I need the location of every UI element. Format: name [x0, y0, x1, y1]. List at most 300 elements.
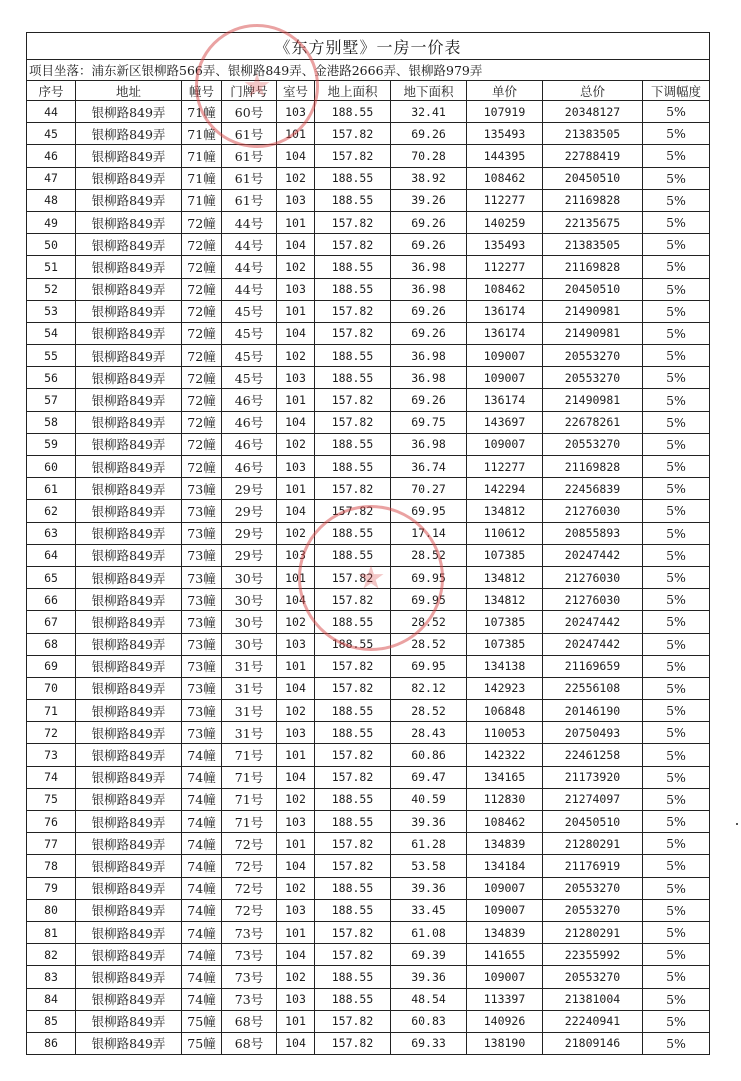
cell-total-price: 20553270 [543, 345, 643, 367]
cell-total-price: 21169659 [543, 655, 643, 677]
cell-price-reduction: 5% [643, 278, 710, 300]
cell-building: 73幢 [182, 700, 222, 722]
table-row [27, 966, 710, 988]
cell-building: 73幢 [182, 478, 222, 500]
cell-above-ground-area: 188.55 [315, 544, 391, 566]
cell-address: 银柳路849弄 [76, 123, 182, 145]
cell-building: 72幢 [182, 433, 222, 455]
cell-underground-area: 36.74 [391, 456, 467, 478]
cell-address: 银柳路849弄 [76, 433, 182, 455]
cell-address: 银柳路849弄 [76, 855, 182, 877]
cell-above-ground-area: 157.82 [315, 500, 391, 522]
table-row [27, 256, 710, 278]
location-row [27, 60, 710, 81]
cell-building: 74幢 [182, 877, 222, 899]
cell-room: 101 [277, 921, 315, 943]
cell-building: 73幢 [182, 566, 222, 588]
cell-room: 103 [277, 988, 315, 1010]
cell-door-number: 73号 [222, 966, 277, 988]
cell-total-price: 21809146 [543, 1032, 643, 1054]
cell-above-ground-area: 157.82 [315, 411, 391, 433]
cell-room: 101 [277, 211, 315, 233]
cell-underground-area: 69.33 [391, 1032, 467, 1054]
cell-total-price: 20553270 [543, 877, 643, 899]
table-row [27, 322, 710, 344]
cell-room: 102 [277, 433, 315, 455]
cell-above-ground-area: 157.82 [315, 211, 391, 233]
cell-door-number: 30号 [222, 633, 277, 655]
cell-underground-area: 28.52 [391, 544, 467, 566]
cell-building: 73幢 [182, 544, 222, 566]
cell-room: 101 [277, 123, 315, 145]
cell-unit-price: 112277 [467, 189, 543, 211]
cell-price-reduction: 5% [643, 921, 710, 943]
header-underground-area: 地下面积 [391, 81, 467, 101]
cell-unit-price: 144395 [467, 145, 543, 167]
cell-total-price: 21490981 [543, 389, 643, 411]
cell-above-ground-area: 157.82 [315, 123, 391, 145]
cell-underground-area: 60.83 [391, 1010, 467, 1032]
cell-unit-price: 134184 [467, 855, 543, 877]
cell-address: 银柳路849弄 [76, 788, 182, 810]
cell-index: 46 [27, 145, 76, 167]
cell-index: 82 [27, 944, 76, 966]
cell-above-ground-area: 157.82 [315, 145, 391, 167]
cell-price-reduction: 5% [643, 899, 710, 921]
cell-unit-price: 107385 [467, 611, 543, 633]
cell-room: 104 [277, 944, 315, 966]
cell-door-number: 29号 [222, 500, 277, 522]
cell-address: 银柳路849弄 [76, 677, 182, 699]
cell-address: 银柳路849弄 [76, 811, 182, 833]
cell-index: 78 [27, 855, 76, 877]
cell-unit-price: 140926 [467, 1010, 543, 1032]
cell-index: 70 [27, 677, 76, 699]
cell-room: 104 [277, 500, 315, 522]
cell-total-price: 22456839 [543, 478, 643, 500]
cell-above-ground-area: 188.55 [315, 966, 391, 988]
cell-total-price: 21169828 [543, 456, 643, 478]
cell-underground-area: 69.95 [391, 500, 467, 522]
cell-address: 银柳路849弄 [76, 766, 182, 788]
cell-index: 76 [27, 811, 76, 833]
cell-underground-area: 48.54 [391, 988, 467, 1010]
cell-unit-price: 112830 [467, 788, 543, 810]
cell-unit-price: 135493 [467, 123, 543, 145]
cell-index: 56 [27, 367, 76, 389]
header-total-price: 总价 [543, 81, 643, 101]
cell-room: 103 [277, 722, 315, 744]
cell-total-price: 21173920 [543, 766, 643, 788]
cell-index: 53 [27, 300, 76, 322]
cell-above-ground-area: 157.82 [315, 944, 391, 966]
cell-total-price: 21280291 [543, 833, 643, 855]
cell-room: 103 [277, 189, 315, 211]
cell-unit-price: 108462 [467, 167, 543, 189]
price-table [26, 32, 710, 1055]
cell-underground-area: 69.47 [391, 766, 467, 788]
cell-unit-price: 109007 [467, 966, 543, 988]
cell-building: 74幢 [182, 944, 222, 966]
cell-door-number: 71号 [222, 744, 277, 766]
cell-building: 72幢 [182, 345, 222, 367]
cell-underground-area: 28.43 [391, 722, 467, 744]
cell-address: 银柳路849弄 [76, 256, 182, 278]
cell-door-number: 71号 [222, 788, 277, 810]
cell-total-price: 20750493 [543, 722, 643, 744]
cell-unit-price: 143697 [467, 411, 543, 433]
cell-door-number: 44号 [222, 234, 277, 256]
table-row [27, 988, 710, 1010]
cell-address: 银柳路849弄 [76, 988, 182, 1010]
cell-door-number: 68号 [222, 1032, 277, 1054]
cell-total-price: 22556108 [543, 677, 643, 699]
table-row [27, 145, 710, 167]
cell-total-price: 20553270 [543, 367, 643, 389]
cell-above-ground-area: 188.55 [315, 988, 391, 1010]
cell-index: 54 [27, 322, 76, 344]
cell-address: 银柳路849弄 [76, 456, 182, 478]
cell-underground-area: 61.28 [391, 833, 467, 855]
cell-door-number: 61号 [222, 167, 277, 189]
cell-price-reduction: 5% [643, 478, 710, 500]
table-row [27, 744, 710, 766]
cell-room: 102 [277, 877, 315, 899]
cell-address: 银柳路849弄 [76, 966, 182, 988]
cell-unit-price: 136174 [467, 300, 543, 322]
cell-total-price: 20450510 [543, 278, 643, 300]
cell-index: 69 [27, 655, 76, 677]
cell-index: 83 [27, 966, 76, 988]
cell-index: 68 [27, 633, 76, 655]
cell-above-ground-area: 157.82 [315, 1010, 391, 1032]
cell-door-number: 61号 [222, 123, 277, 145]
cell-address: 银柳路849弄 [76, 544, 182, 566]
cell-price-reduction: 5% [643, 988, 710, 1010]
table-row [27, 456, 710, 478]
cell-room: 102 [277, 788, 315, 810]
cell-unit-price: 141655 [467, 944, 543, 966]
cell-price-reduction: 5% [643, 855, 710, 877]
cell-building: 74幢 [182, 766, 222, 788]
cell-index: 58 [27, 411, 76, 433]
cell-room: 101 [277, 655, 315, 677]
cell-building: 73幢 [182, 611, 222, 633]
cell-door-number: 46号 [222, 411, 277, 433]
cell-building: 74幢 [182, 921, 222, 943]
cell-building: 71幢 [182, 101, 222, 123]
cell-door-number: 72号 [222, 855, 277, 877]
cell-unit-price: 108462 [467, 278, 543, 300]
cell-total-price: 21274097 [543, 788, 643, 810]
cell-door-number: 61号 [222, 145, 277, 167]
cell-price-reduction: 5% [643, 211, 710, 233]
cell-unit-price: 107385 [467, 544, 543, 566]
cell-index: 61 [27, 478, 76, 500]
cell-index: 52 [27, 278, 76, 300]
cell-price-reduction: 5% [643, 234, 710, 256]
cell-room: 103 [277, 811, 315, 833]
cell-address: 银柳路849弄 [76, 1010, 182, 1032]
cell-above-ground-area: 157.82 [315, 744, 391, 766]
cell-index: 64 [27, 544, 76, 566]
table-row [27, 389, 710, 411]
cell-above-ground-area: 188.55 [315, 811, 391, 833]
cell-building: 72幢 [182, 211, 222, 233]
cell-underground-area: 69.26 [391, 123, 467, 145]
cell-door-number: 45号 [222, 322, 277, 344]
table-row [27, 566, 710, 588]
cell-index: 47 [27, 167, 76, 189]
cell-underground-area: 70.27 [391, 478, 467, 500]
cell-unit-price: 140259 [467, 211, 543, 233]
cell-address: 银柳路849弄 [76, 145, 182, 167]
cell-room: 102 [277, 700, 315, 722]
header-row [27, 81, 710, 101]
cell-above-ground-area: 157.82 [315, 921, 391, 943]
cell-building: 72幢 [182, 367, 222, 389]
table-row [27, 722, 710, 744]
cell-above-ground-area: 188.55 [315, 189, 391, 211]
cell-address: 银柳路849弄 [76, 167, 182, 189]
cell-address: 银柳路849弄 [76, 722, 182, 744]
cell-room: 104 [277, 855, 315, 877]
table-row [27, 167, 710, 189]
cell-room: 104 [277, 766, 315, 788]
cell-door-number: 30号 [222, 566, 277, 588]
cell-building: 74幢 [182, 788, 222, 810]
cell-price-reduction: 5% [643, 189, 710, 211]
cell-underground-area: 69.26 [391, 234, 467, 256]
cell-above-ground-area: 157.82 [315, 300, 391, 322]
cell-door-number: 71号 [222, 766, 277, 788]
cell-door-number: 29号 [222, 544, 277, 566]
cell-unit-price: 134812 [467, 589, 543, 611]
cell-total-price: 21383505 [543, 123, 643, 145]
cell-index: 74 [27, 766, 76, 788]
cell-address: 银柳路849弄 [76, 389, 182, 411]
cell-index: 59 [27, 433, 76, 455]
cell-building: 71幢 [182, 123, 222, 145]
cell-above-ground-area: 157.82 [315, 589, 391, 611]
cell-index: 48 [27, 189, 76, 211]
cell-address: 银柳路849弄 [76, 655, 182, 677]
cell-door-number: 45号 [222, 345, 277, 367]
cell-door-number: 44号 [222, 256, 277, 278]
cell-building: 73幢 [182, 500, 222, 522]
cell-room: 104 [277, 1032, 315, 1054]
cell-price-reduction: 5% [643, 633, 710, 655]
cell-room: 103 [277, 101, 315, 123]
table-row [27, 589, 710, 611]
cell-underground-area: 53.58 [391, 855, 467, 877]
cell-price-reduction: 5% [643, 411, 710, 433]
cell-building: 74幢 [182, 899, 222, 921]
cell-building: 73幢 [182, 633, 222, 655]
cell-building: 72幢 [182, 411, 222, 433]
cell-address: 银柳路849弄 [76, 833, 182, 855]
cell-total-price: 21383505 [543, 234, 643, 256]
cell-unit-price: 135493 [467, 234, 543, 256]
cell-total-price: 20553270 [543, 899, 643, 921]
cell-door-number: 29号 [222, 478, 277, 500]
cell-total-price: 21490981 [543, 300, 643, 322]
cell-price-reduction: 5% [643, 589, 710, 611]
cell-total-price: 22135675 [543, 211, 643, 233]
cell-underground-area: 69.95 [391, 566, 467, 588]
cell-room: 101 [277, 833, 315, 855]
cell-door-number: 45号 [222, 367, 277, 389]
cell-total-price: 22461258 [543, 744, 643, 766]
cell-index: 60 [27, 456, 76, 478]
cell-underground-area: 36.98 [391, 256, 467, 278]
cell-address: 银柳路849弄 [76, 700, 182, 722]
cell-door-number: 30号 [222, 589, 277, 611]
cell-address: 银柳路849弄 [76, 944, 182, 966]
cell-address: 银柳路849弄 [76, 899, 182, 921]
cell-unit-price: 109007 [467, 877, 543, 899]
cell-unit-price: 134812 [467, 566, 543, 588]
cell-room: 101 [277, 300, 315, 322]
cell-above-ground-area: 188.55 [315, 877, 391, 899]
cell-address: 银柳路849弄 [76, 1032, 182, 1054]
cell-total-price: 20553270 [543, 433, 643, 455]
cell-unit-price: 109007 [467, 433, 543, 455]
table-row [27, 500, 710, 522]
cell-price-reduction: 5% [643, 566, 710, 588]
cell-total-price: 21276030 [543, 589, 643, 611]
cell-unit-price: 142322 [467, 744, 543, 766]
cell-address: 银柳路849弄 [76, 633, 182, 655]
cell-index: 81 [27, 921, 76, 943]
cell-total-price: 21176919 [543, 855, 643, 877]
table-row [27, 123, 710, 145]
cell-building: 71幢 [182, 167, 222, 189]
cell-underground-area: 39.36 [391, 966, 467, 988]
cell-door-number: 61号 [222, 189, 277, 211]
cell-index: 45 [27, 123, 76, 145]
cell-door-number: 73号 [222, 944, 277, 966]
table-row [27, 411, 710, 433]
cell-door-number: 31号 [222, 677, 277, 699]
header-door-number: 门牌号 [222, 81, 277, 101]
cell-room: 102 [277, 167, 315, 189]
cell-unit-price: 138190 [467, 1032, 543, 1054]
table-row [27, 300, 710, 322]
cell-price-reduction: 5% [643, 700, 710, 722]
table-row [27, 211, 710, 233]
price-list-sheet [26, 32, 709, 1055]
table-row [27, 877, 710, 899]
table-row [27, 766, 710, 788]
cell-room: 101 [277, 566, 315, 588]
cell-total-price: 20855893 [543, 522, 643, 544]
cell-unit-price: 112277 [467, 256, 543, 278]
cell-above-ground-area: 188.55 [315, 700, 391, 722]
cell-address: 银柳路849弄 [76, 101, 182, 123]
cell-building: 72幢 [182, 456, 222, 478]
cell-total-price: 20553270 [543, 966, 643, 988]
table-row [27, 700, 710, 722]
cell-building: 74幢 [182, 966, 222, 988]
cell-address: 银柳路849弄 [76, 367, 182, 389]
cell-unit-price: 109007 [467, 899, 543, 921]
page-title: 《东方别墅》一房一价表 [27, 33, 710, 60]
cell-unit-price: 109007 [467, 345, 543, 367]
cell-building: 72幢 [182, 389, 222, 411]
cell-underground-area: 40.59 [391, 788, 467, 810]
table-row [27, 855, 710, 877]
project-location: 项目坐落：浦东新区银柳路566弄、银柳路849弄、金港路2666弄、银柳路979弄 [27, 60, 710, 81]
table-row [27, 234, 710, 256]
cell-building: 75幢 [182, 1032, 222, 1054]
cell-above-ground-area: 157.82 [315, 478, 391, 500]
cell-building: 73幢 [182, 589, 222, 611]
cell-index: 65 [27, 566, 76, 588]
cell-unit-price: 113397 [467, 988, 543, 1010]
cell-price-reduction: 5% [643, 788, 710, 810]
cell-address: 银柳路849弄 [76, 300, 182, 322]
cell-price-reduction: 5% [643, 367, 710, 389]
cell-above-ground-area: 188.55 [315, 256, 391, 278]
cell-price-reduction: 5% [643, 167, 710, 189]
table-row [27, 611, 710, 633]
cell-underground-area: 69.75 [391, 411, 467, 433]
cell-underground-area: 39.26 [391, 189, 467, 211]
cell-index: 66 [27, 589, 76, 611]
cell-building: 74幢 [182, 833, 222, 855]
cell-total-price: 21169828 [543, 256, 643, 278]
cell-underground-area: 32.41 [391, 101, 467, 123]
cell-address: 银柳路849弄 [76, 345, 182, 367]
cell-room: 104 [277, 322, 315, 344]
cell-building: 72幢 [182, 322, 222, 344]
cell-room: 102 [277, 966, 315, 988]
cell-building: 74幢 [182, 988, 222, 1010]
cell-unit-price: 134165 [467, 766, 543, 788]
cell-price-reduction: 5% [643, 722, 710, 744]
cell-price-reduction: 5% [643, 456, 710, 478]
cell-total-price: 20450510 [543, 811, 643, 833]
cell-price-reduction: 5% [643, 101, 710, 123]
cell-above-ground-area: 188.55 [315, 722, 391, 744]
cell-building: 74幢 [182, 855, 222, 877]
cell-total-price: 20348127 [543, 101, 643, 123]
cell-door-number: 29号 [222, 522, 277, 544]
cell-index: 73 [27, 744, 76, 766]
cell-door-number: 31号 [222, 655, 277, 677]
cell-price-reduction: 5% [643, 500, 710, 522]
cell-room: 104 [277, 677, 315, 699]
cell-index: 44 [27, 101, 76, 123]
table-row [27, 522, 710, 544]
cell-above-ground-area: 157.82 [315, 234, 391, 256]
cell-building: 71幢 [182, 145, 222, 167]
cell-above-ground-area: 188.55 [315, 456, 391, 478]
cell-index: 79 [27, 877, 76, 899]
cell-price-reduction: 5% [643, 811, 710, 833]
header-room: 室号 [277, 81, 315, 101]
cell-address: 银柳路849弄 [76, 411, 182, 433]
cell-above-ground-area: 157.82 [315, 1032, 391, 1054]
cell-price-reduction: 5% [643, 389, 710, 411]
cell-price-reduction: 5% [643, 256, 710, 278]
cell-room: 103 [277, 899, 315, 921]
cell-underground-area: 69.26 [391, 322, 467, 344]
table-row [27, 655, 710, 677]
cell-price-reduction: 5% [643, 322, 710, 344]
table-row [27, 478, 710, 500]
